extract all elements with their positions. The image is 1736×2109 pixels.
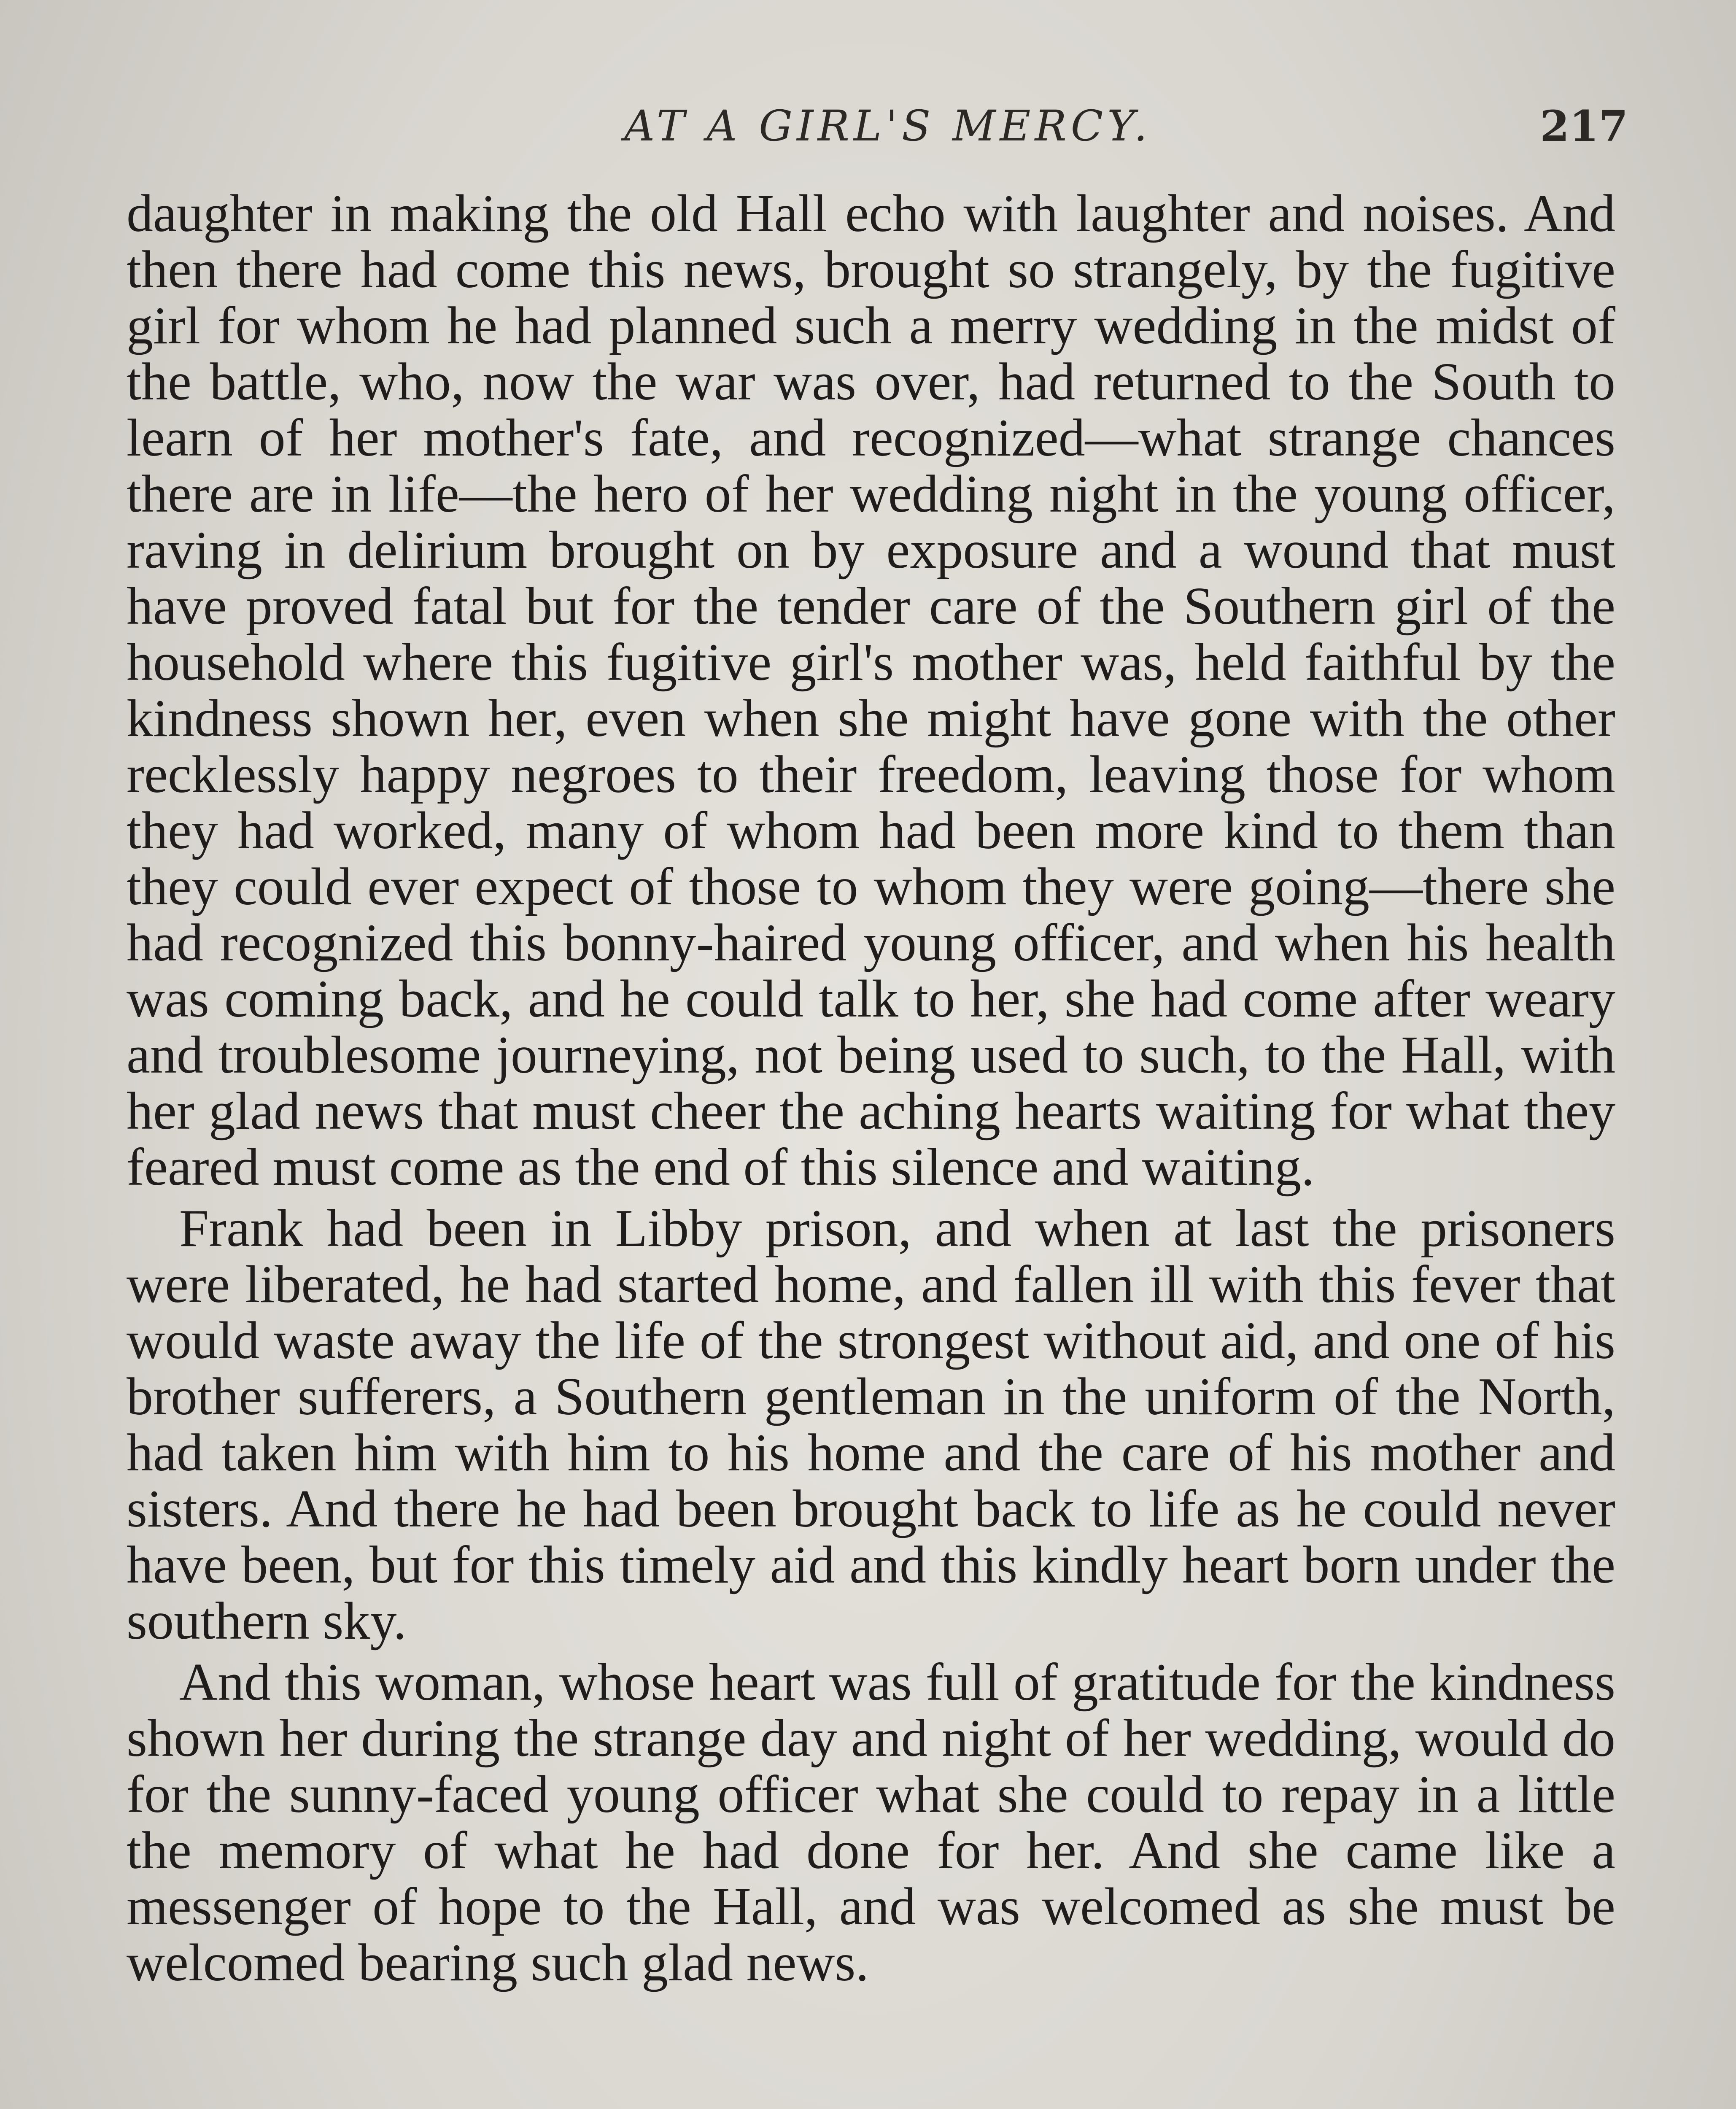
page-number: 217 [1540, 101, 1628, 151]
paragraph-continued: daughter in making the old Hall echo with laughter and noises. And then there had come this news, brought so strangely, by the fugitive girl for whom he had planned such a merry wedding in the midst of the battle, who, now the war was over, had returned to the South to learn of her mother's fate, and recognized—what strange chances there are in life—the hero of her wedding night in the young officer, raving in delirium brought on by exposure and a wound that must have proved fatal but for the tender care of the Southern girl of the household where this fugitive girl's mother was, held faithful by the kindness shown her, even when she might have gone with the other recklessly happy negroes to their freedom, leaving those for whom they had worked, many of whom had been more kind to them than they could ever expect of those to whom they were going—there she had recognized this bonny-haired young officer, and when his health was coming back, and he could talk to her, she had come after weary and troublesome journeying, not being used to such, to the Hall, with her glad news that must cheer the aching hearts waiting for what they feared must come as the end of this silence and waiting. [127, 184, 1615, 1197]
page-header [127, 101, 1645, 165]
paragraph-frank: Frank had been in Libby prison, and when at last the prisoners were liberated, he had started home, and fallen ill with this fever that would waste away the life of the strongest without aid, and one of his brother sufferers, a Southern gentleman in the uniform of the North, had taken him with him to his home and the care of his mother and sisters. And there he had been brought back to life as he could never have been, but for this timely aid and this kindly heart born under the southern sky. [127, 1199, 1615, 1651]
paragraph-woman: And this woman, whose heart was full of gratitude for the kindness shown her during the strange day and night of her wedding, would do for the sunny-faced young officer what she could to repay in a little the memory of what he had done for her. And she came like a messenger of hope to the Hall, and was welcomed as she must be welcomed bearing such glad news. [127, 1653, 1615, 1992]
body-text [127, 186, 1615, 1996]
running-head: AT A GIRL'S MERCY. [624, 101, 1152, 151]
